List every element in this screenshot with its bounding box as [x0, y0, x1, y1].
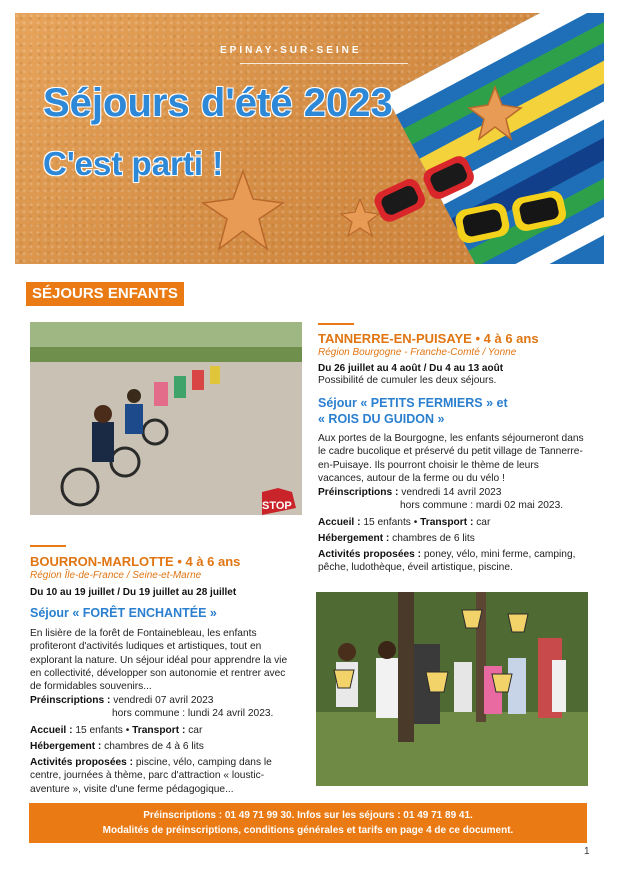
- hebergement-value: chambres de 6 lits: [392, 532, 475, 544]
- stop-sign-label: STOP: [262, 500, 292, 512]
- divider: [30, 545, 66, 547]
- photo-kids-bikes: [30, 322, 302, 515]
- accueil-label: Accueil :: [30, 724, 73, 736]
- activites-value: poney, vélo, mini ferme, camping, pêche, ludothèque, éveil artistique, piscine.: [318, 549, 576, 574]
- destination-bourron: BOURRON-MARLOTTE • 4 à 6 ans: [30, 554, 241, 569]
- details-tannerre: Préinscriptions : vendredi 14 avril 2023 hors commune : mardi 02 mai 2023. Accueil : 15 enfants • Transport : car Hébergement : chambres de 6 lits Activités proposées : poney, vélo, mini ferme, camping, pêche, ludothèque, éveil artistique, piscine.: [318, 486, 586, 575]
- accueil-value: 15 enfants: [75, 724, 123, 736]
- town-logo: EPINAY-SUR-SEINE: [220, 45, 362, 56]
- page-number: 1: [584, 846, 590, 857]
- dates-tannerre: Du 26 juillet au 4 août / Du 4 au 13 août: [318, 363, 504, 374]
- activites-value: piscine, vélo, camping dans le centre, journées à thème, parc d'attraction « loustic-aventure », visite d'une ferme pédagogique...: [30, 757, 272, 795]
- divider: [318, 323, 354, 325]
- hero-banner: [15, 13, 604, 264]
- activites-label: Activités proposées :: [30, 757, 134, 768]
- starfish-icon: [203, 171, 283, 249]
- sejour-title-bourron: Séjour « FORÊT ENCHANTÉE »: [30, 606, 217, 620]
- activites-label: Activités proposées :: [318, 549, 422, 560]
- photo-kids-forest: [316, 592, 588, 786]
- logo-underline: [240, 63, 408, 64]
- sejour-line1: Séjour « PETITS FERMIERS » et: [318, 396, 508, 410]
- preinscriptions-value: vendredi 07 avril 2023: [113, 695, 214, 706]
- hebergement-label: Hébergement :: [318, 532, 390, 544]
- accueil-label: Accueil :: [318, 516, 361, 528]
- footer-bar: [29, 803, 587, 843]
- page-title: Séjours d'été 2023: [43, 81, 393, 125]
- region-tannerre: Région Bourgogne - Franche-Comté / Yonne: [318, 347, 517, 358]
- description-tannerre: Aux portes de la Bourgogne, les enfants séjourneront dans le cadre bucolique et préservé du petit village de Tannerre-en-Puisaye. Ils pourront choisir le thème de leurs vacances, autour de la ferme ou du vélo !: [318, 433, 584, 484]
- sejour-line2: « ROIS DU GUIDON »: [318, 411, 445, 426]
- hebergement-label: Hébergement :: [30, 740, 102, 752]
- accueil-value: 15 enfants: [363, 516, 411, 528]
- footer-conditions: Modalités de préinscriptions, conditions générales et tarifs en page 4 de ce document.: [102, 825, 514, 836]
- preinscriptions-label: Préinscriptions :: [30, 695, 111, 706]
- preinscriptions-label: Préinscriptions :: [318, 487, 399, 498]
- preinscriptions-value: vendredi 14 avril 2023: [401, 487, 502, 498]
- destination-tannerre: TANNERRE-EN-PUISAYE • 4 à 6 ans: [318, 331, 539, 346]
- transport-label: Transport :: [420, 516, 474, 528]
- sejour-title-tannerre: [318, 396, 578, 427]
- note-tannerre: Possibilité de cumuler les deux séjours.: [318, 375, 497, 386]
- hebergement-value: chambres de 4 à 6 lits: [104, 740, 204, 752]
- transport-value: car: [188, 724, 203, 736]
- transport-value: car: [476, 516, 491, 528]
- section-title: SÉJOURS ENFANTS: [26, 282, 184, 306]
- hors-commune: hors commune : lundi 24 avril 2023.: [112, 708, 274, 720]
- region-bourron: Région Île-de-France / Seine-et-Marne: [30, 570, 202, 581]
- transport-label: Transport :: [132, 724, 186, 736]
- details-bourron: Préinscriptions : vendredi 07 avril 2023 hors commune : lundi 24 avril 2023. Accueil : 15 enfants • Transport : car Hébergement : chambres de 4 à 6 lits Activités proposées : piscine, vélo, camping dans le centre, journées à thème, parc d'attraction « loustic-aventure », visite d'une ferme pédagogique...: [30, 694, 302, 796]
- description-bourron: En lisière de la forêt de Fontainebleau, les enfants profiteront d'activités ludiques et artistiques, tout en explorant la nature. Un séjour idéal pour apprendre la vie en collectivité, développer son autonomie et rentrer avec de formidables souvenirs...: [30, 628, 288, 692]
- page-subtitle: C'est parti !: [43, 145, 224, 182]
- hors-commune: hors commune : mardi 02 mai 2023.: [400, 500, 564, 512]
- footer-contacts: Préinscriptions : 01 49 71 99 30. Infos sur les séjours : 01 49 71 89 41.: [143, 810, 473, 821]
- dates-bourron: Du 10 au 19 juillet / Du 19 juillet au 28 juillet: [30, 587, 237, 598]
